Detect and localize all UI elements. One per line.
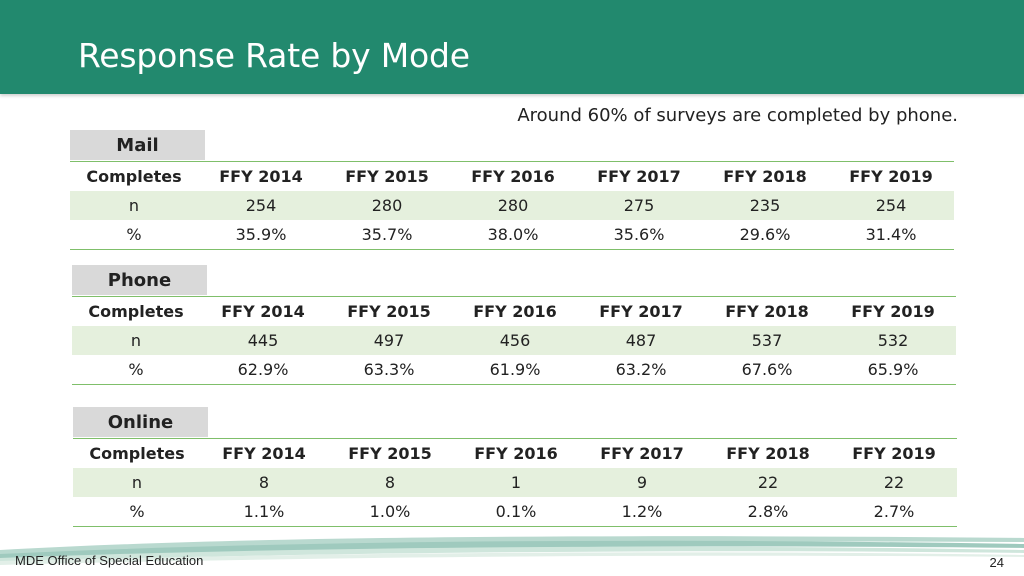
- table-header-row: [72, 297, 956, 327]
- table-header-cell: Completes: [72, 297, 200, 327]
- table-cell: 31.4%: [828, 220, 954, 250]
- table-cell: 35.9%: [198, 220, 324, 250]
- table-row-n: [72, 326, 956, 355]
- table-cell: 532: [830, 326, 956, 355]
- table-cell: 2.7%: [831, 497, 957, 527]
- table-cell: 275: [576, 191, 702, 220]
- mail-table: [70, 161, 954, 250]
- table-header-cell: FFY 2014: [200, 297, 326, 327]
- table-row-percent: [73, 497, 957, 527]
- table-cell: 280: [450, 191, 576, 220]
- table-cell: 497: [326, 326, 452, 355]
- table-row-n: [70, 191, 954, 220]
- subtitle: Around 60% of surveys are completed by phone.: [517, 105, 958, 126]
- table-cell: 35.6%: [576, 220, 702, 250]
- table-cell: 9: [579, 468, 705, 497]
- table-header-cell: FFY 2017: [579, 439, 705, 469]
- table-header-cell: Completes: [70, 162, 198, 192]
- online-table: [73, 438, 957, 527]
- page-number: 24: [989, 555, 1004, 570]
- table-header-cell: FFY 2019: [831, 439, 957, 469]
- decorative-swoosh: [0, 528, 1024, 576]
- table-header-cell: FFY 2015: [324, 162, 450, 192]
- mode-label: Phone: [72, 265, 207, 295]
- table-header-cell: FFY 2015: [327, 439, 453, 469]
- table-header-cell: FFY 2014: [198, 162, 324, 192]
- table-cell: 254: [198, 191, 324, 220]
- table-row-percent: [72, 355, 956, 385]
- table-row-percent: [70, 220, 954, 250]
- table-cell: 62.9%: [200, 355, 326, 385]
- table-cell: n: [70, 191, 198, 220]
- table-cell: 65.9%: [830, 355, 956, 385]
- table-header-cell: FFY 2017: [576, 162, 702, 192]
- table-cell: 280: [324, 191, 450, 220]
- table-cell: 38.0%: [450, 220, 576, 250]
- table-header-row: [73, 439, 957, 469]
- table-cell: n: [72, 326, 200, 355]
- page-title: Response Rate by Mode: [78, 36, 470, 75]
- table-row-n: [73, 468, 957, 497]
- table-header-cell: FFY 2018: [705, 439, 831, 469]
- table-header-cell: FFY 2017: [578, 297, 704, 327]
- table-cell: 1.0%: [327, 497, 453, 527]
- table-cell: 1.2%: [579, 497, 705, 527]
- table-cell: 445: [200, 326, 326, 355]
- table-header-cell: FFY 2014: [201, 439, 327, 469]
- table-header-row: [70, 162, 954, 192]
- table-cell: 63.2%: [578, 355, 704, 385]
- table-cell: 67.6%: [704, 355, 830, 385]
- footer-text: MDE Office of Special Education: [15, 553, 204, 568]
- table-cell: 537: [704, 326, 830, 355]
- title-bar: [0, 0, 1024, 94]
- table-header-cell: Completes: [73, 439, 201, 469]
- table-cell: 1.1%: [201, 497, 327, 527]
- table-cell: 29.6%: [702, 220, 828, 250]
- mode-label: Online: [73, 407, 208, 437]
- mode-label: Mail: [70, 130, 205, 160]
- table-cell: 8: [327, 468, 453, 497]
- table-cell: 1: [453, 468, 579, 497]
- table-cell: n: [73, 468, 201, 497]
- table-header-cell: FFY 2018: [702, 162, 828, 192]
- table-cell: %: [70, 220, 198, 250]
- table-header-cell: FFY 2019: [830, 297, 956, 327]
- table-cell: 22: [705, 468, 831, 497]
- table-header-cell: FFY 2018: [704, 297, 830, 327]
- table-header-cell: FFY 2019: [828, 162, 954, 192]
- table-cell: 22: [831, 468, 957, 497]
- table-cell: 0.1%: [453, 497, 579, 527]
- table-cell: %: [73, 497, 201, 527]
- table-cell: 254: [828, 191, 954, 220]
- table-cell: 35.7%: [324, 220, 450, 250]
- table-header-cell: FFY 2016: [452, 297, 578, 327]
- table-cell: 2.8%: [705, 497, 831, 527]
- table-cell: 487: [578, 326, 704, 355]
- table-header-cell: FFY 2015: [326, 297, 452, 327]
- table-cell: 63.3%: [326, 355, 452, 385]
- phone-table: [72, 296, 956, 385]
- table-cell: %: [72, 355, 200, 385]
- table-cell: 456: [452, 326, 578, 355]
- table-cell: 235: [702, 191, 828, 220]
- table-cell: 8: [201, 468, 327, 497]
- table-cell: 61.9%: [452, 355, 578, 385]
- table-header-cell: FFY 2016: [453, 439, 579, 469]
- table-header-cell: FFY 2016: [450, 162, 576, 192]
